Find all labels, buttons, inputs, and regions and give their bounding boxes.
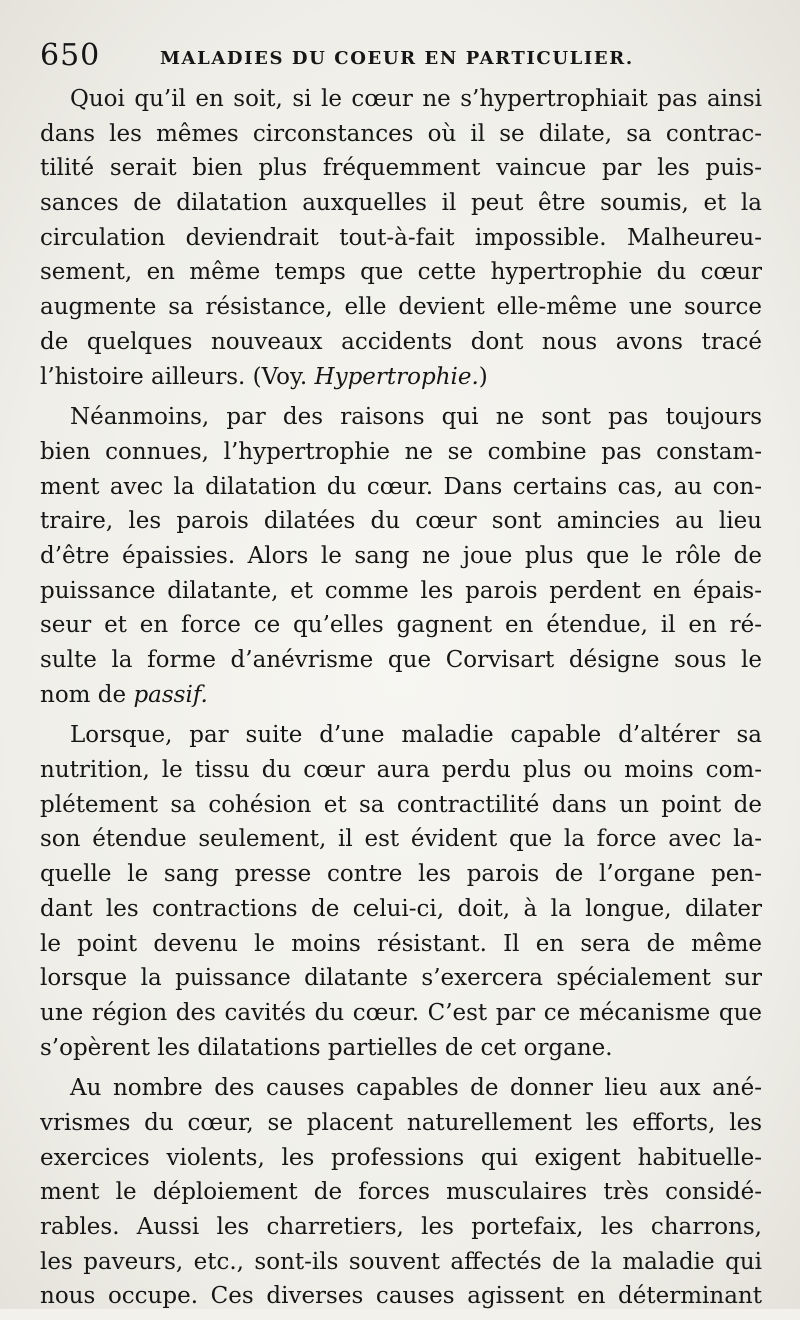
text-line: sances de dilatation auxquelles il peut être soumis, et la (40, 190, 762, 217)
paragraph (40, 82, 762, 394)
paragraph (40, 718, 762, 1065)
text-line: de quelques nouveaux accidents dont nous avons tracé (40, 328, 762, 355)
text-line: bien connues, l’hypertrophie ne se combine pas constam- (40, 438, 762, 465)
text-line: son étendue seulement, il est évident que la force avec la- (40, 826, 762, 853)
text-line: sulte la forme d’anévrisme que Corvisart désigne sous le (40, 647, 762, 673)
page-header (40, 38, 760, 78)
running-title: MALADIES DU COEUR EN PARTICULIER. (160, 48, 634, 69)
text-line: quelle le sang presse contre les parois de l’organe pen- (40, 861, 762, 888)
text-line: traire, les parois dilatées du cœur sont amincies au lieu (40, 508, 762, 535)
text-line: ment avec la dilatation du cœur. Dans certains cas, au con- (40, 473, 762, 500)
paragraph (40, 400, 762, 712)
text-line: nutrition, le tissu du cœur aura perdu plus ou moins com- (40, 757, 762, 784)
body-text (40, 82, 762, 1320)
text-line: Quoi qu’il en soit, si le cœur ne s’hypertrophiait pas ainsi (70, 86, 762, 112)
text-line: rables. Aussi les charretiers, les portefaix, les charrons, (40, 1214, 762, 1240)
text-line: ment le déploiement de forces musculaires très considé- (40, 1179, 762, 1206)
page-number: 650 (40, 38, 101, 73)
text-run: ) (478, 363, 488, 390)
text-line: les paveurs, etc., sont-ils souvent affectés de la maladie qui (40, 1248, 762, 1275)
paragraph (40, 1071, 762, 1314)
text-run: nom de (40, 681, 134, 708)
text-line: s’opèrent les dilatations partielles de cet organe. (40, 1034, 613, 1061)
text-line: sement, en même temps que cette hypertrophie du cœur (40, 259, 762, 286)
text-line: augmente sa résistance, elle devient elle-même une source (40, 294, 762, 321)
text-line: d’être épaissies. Alors le sang ne joue plus que le rôle de (40, 542, 762, 569)
text-line: seur et en force ce qu’elles gagnent en étendue, il en ré- (40, 612, 762, 639)
text-line: Lorsque, par suite d’une maladie capable d’altérer sa (70, 722, 762, 749)
text-line: une région des cavités du cœur. C’est par ce mécanisme que (40, 999, 762, 1026)
text-line (40, 360, 762, 395)
italic-term: Hypertrophie. (314, 363, 479, 390)
text-line: le point devenu le moins résistant. Il en sera de même (40, 930, 762, 957)
text-line: Néanmoins, par des raisons qui ne sont pas toujours (70, 404, 762, 431)
text-line: dant les contractions de celui-ci, doit, à la longue, dilater (40, 895, 762, 922)
text-line: lorsque la puissance dilatante s’exercera spécialement sur (40, 965, 762, 992)
text-line: tilité serait bien plus fréquemment vaincue par les puis- (40, 155, 762, 182)
text-run: l’histoire ailleurs. (Voy. (40, 363, 315, 390)
text-line: nous occupe. Ces diverses causes agissent en déterminant (40, 1283, 762, 1310)
text-line: dans les mêmes circonstances où il se dilate, sa contrac- (40, 120, 762, 147)
text-line: vrismes du cœur, se placent naturellement les efforts, les (40, 1109, 762, 1136)
text-line: exercices violents, les professions qui exigent habituelle- (40, 1144, 762, 1171)
text-line: circulation deviendrait tout-à-fait impossible. Malheureu- (40, 224, 762, 251)
text-line: puissance dilatante, et comme les parois perdent en épais- (40, 577, 762, 604)
text-line: Au nombre des causes capables de donner lieu aux ané- (70, 1075, 762, 1102)
text-line (40, 678, 762, 713)
text-line: plétement sa cohésion et sa contractilité dans un point de (40, 791, 762, 818)
italic-term: passif. (133, 681, 208, 708)
